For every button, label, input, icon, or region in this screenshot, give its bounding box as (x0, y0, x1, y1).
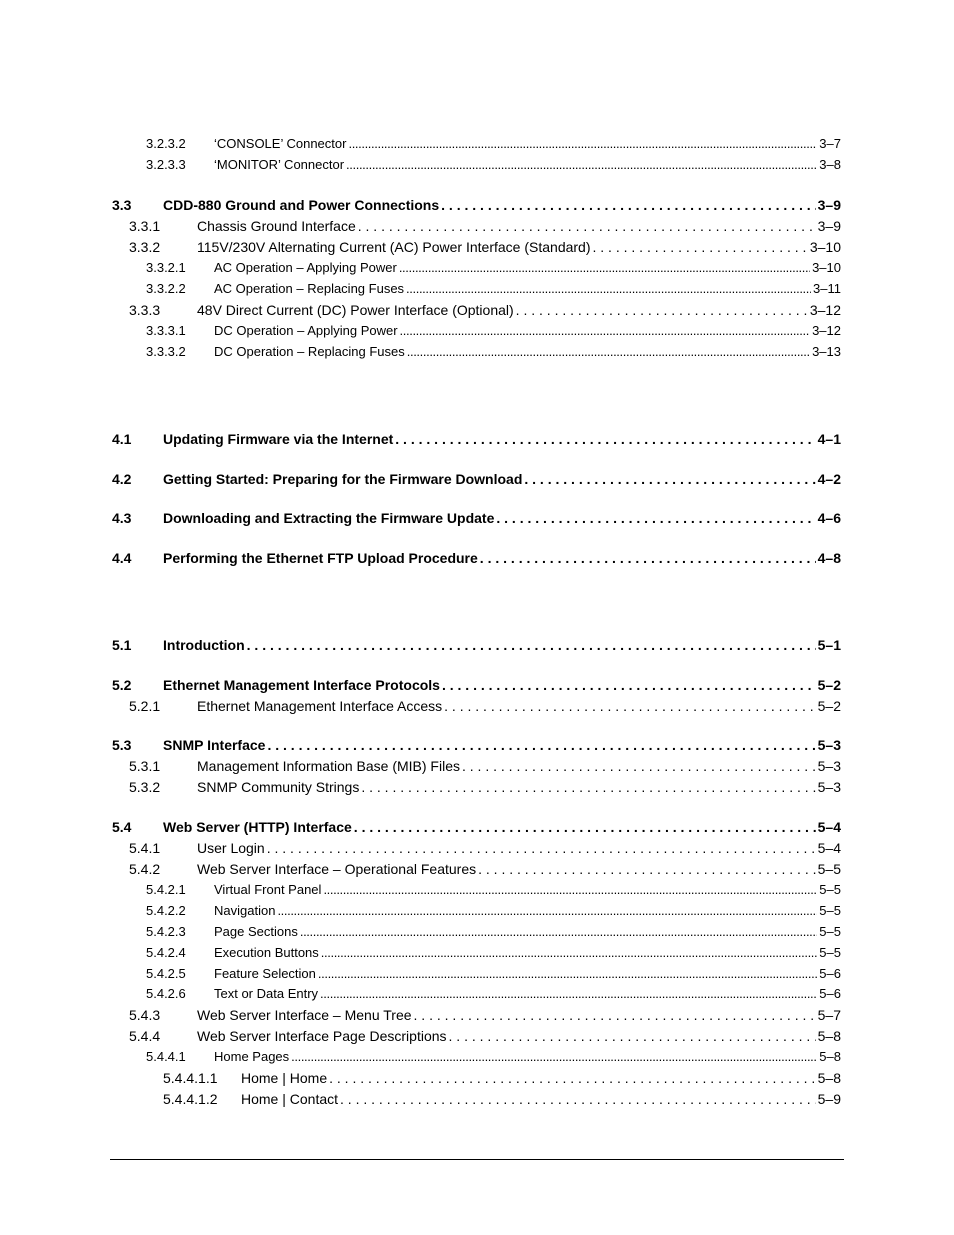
toc-entry-number: 5.4.4.1.2 (163, 1091, 218, 1107)
toc-entry[interactable] (146, 135, 841, 153)
toc-leader-dots (247, 636, 816, 654)
toc-entry[interactable] (112, 430, 841, 448)
toc-entry-title: Home | Home (241, 1070, 328, 1086)
toc-entry[interactable] (146, 881, 841, 899)
toc-entry-number: 4.4 (112, 550, 132, 566)
toc-entry-title: CDD-880 Ground and Power Connections (163, 197, 440, 213)
toc-entry-page: 5–8 (817, 1070, 841, 1086)
toc-entry-number: 3.3.2 (129, 239, 161, 255)
toc-entry-page: 5–4 (817, 840, 841, 856)
toc-entry[interactable] (112, 636, 841, 654)
toc-entry[interactable] (146, 944, 841, 962)
toc-entry[interactable] (129, 860, 841, 878)
toc-entry-number: 4.2 (112, 471, 132, 487)
toc-entry-page: 5–9 (817, 1091, 841, 1107)
toc-leader-dots (318, 965, 817, 983)
toc-entry-number: 5.4.1 (129, 840, 161, 856)
toc-entry-page: 3–8 (819, 157, 841, 172)
toc-leader-dots (593, 238, 808, 256)
toc-leader-dots (462, 757, 816, 775)
toc-entry-title: Text or Data Entry (214, 986, 319, 1001)
toc-entry-title: Web Server (HTTP) Interface (163, 819, 352, 835)
toc-entry-page: 3–12 (812, 323, 841, 338)
toc-entry-number: 4.1 (112, 431, 132, 447)
toc-entry[interactable] (112, 196, 841, 214)
toc-leader-dots (406, 280, 811, 298)
toc-entry-page: 5–8 (819, 1049, 841, 1064)
toc-entry-page: 5–1 (817, 637, 841, 653)
toc-entry-title: SNMP Community Strings (197, 779, 360, 795)
toc-entry-title: Virtual Front Panel (214, 882, 322, 897)
toc-entry-number: 5.4.2.2 (146, 903, 186, 918)
toc-entry-title: DC Operation – Applying Power (214, 323, 398, 338)
toc-entry[interactable] (129, 1027, 841, 1045)
toc-entry-number: 3.3.1 (129, 218, 161, 234)
toc-entry[interactable] (146, 923, 841, 941)
toc-entry-number: 5.4.2.6 (146, 986, 186, 1001)
toc-leader-dots (277, 902, 817, 920)
toc-entry-title: Home | Contact (241, 1091, 339, 1107)
toc-entry-number: 5.3.2 (129, 779, 161, 795)
toc-entry[interactable] (146, 343, 841, 361)
toc-entry[interactable] (129, 697, 841, 715)
toc-entry[interactable] (112, 676, 841, 694)
toc-entry-page: 5–3 (817, 779, 841, 795)
toc-leader-dots (442, 676, 816, 694)
toc-entry-title: DC Operation – Replacing Fuses (214, 344, 405, 359)
toc-entry-page: 5–4 (817, 819, 841, 835)
toc-leader-dots (414, 1006, 816, 1024)
toc-entry[interactable] (163, 1069, 841, 1087)
toc-entry-number: 5.2 (112, 677, 132, 693)
toc-entry-title: ‘CONSOLE’ Connector (214, 136, 347, 151)
toc-entry-title: Feature Selection (214, 966, 316, 981)
toc-entry-title: Downloading and Extracting the Firmware Update (163, 510, 495, 526)
toc-entry-page: 5–2 (817, 677, 841, 693)
toc-entry[interactable] (129, 778, 841, 796)
toc-entry[interactable] (112, 736, 841, 754)
toc-entry-number: 5.3 (112, 737, 132, 753)
toc-leader-dots (358, 217, 816, 235)
toc-entry-title: Chassis Ground Interface (197, 218, 356, 234)
toc-entry-number: 3.3.3 (129, 302, 161, 318)
toc-leader-dots (346, 156, 817, 174)
toc-entry-title: Home Pages (214, 1049, 290, 1064)
toc-entry-page: 3–13 (812, 344, 841, 359)
toc-leader-dots (400, 322, 811, 340)
toc-leader-dots (516, 301, 808, 319)
toc-entry-page: 3–9 (817, 218, 841, 234)
toc-leader-dots (291, 1048, 817, 1066)
toc-entry-title: Web Server Interface – Menu Tree (197, 1007, 412, 1023)
toc-entry[interactable] (146, 259, 841, 277)
toc-entry-number: 3.3 (112, 197, 132, 213)
toc-entry[interactable] (146, 985, 841, 1003)
footer-rule (110, 1159, 844, 1160)
toc-entry-page: 5–5 (819, 882, 841, 897)
toc-entry-number: 3.3.2.1 (146, 260, 186, 275)
toc-entry[interactable] (129, 839, 841, 857)
toc-entry-title: Page Sections (214, 924, 298, 939)
toc-leader-dots (267, 839, 816, 857)
toc-entry-page: 5–6 (819, 986, 841, 1001)
toc-entry-page: 5–2 (817, 698, 841, 714)
toc-entry-page: 4–8 (817, 550, 841, 566)
toc-leader-dots (320, 985, 817, 1003)
toc-entry[interactable] (129, 1006, 841, 1024)
toc-entry-number: 5.4.2 (129, 861, 161, 877)
toc-entry-number: 3.3.3.1 (146, 323, 186, 338)
toc-entry-number: 5.4.2.4 (146, 945, 186, 960)
toc-entry-title: AC Operation – Replacing Fuses (214, 281, 405, 296)
toc-entry-page: 3–9 (817, 197, 841, 213)
toc-leader-dots (395, 430, 815, 448)
toc-entry[interactable] (163, 1090, 841, 1108)
toc-entry[interactable] (129, 757, 841, 775)
toc-leader-dots (407, 343, 810, 361)
toc-leader-dots (441, 196, 816, 214)
toc-entry-number: 5.4 (112, 819, 132, 835)
toc-entry-title: 48V Direct Current (DC) Power Interface (Optional) (197, 302, 514, 318)
toc-entry-title: Management Information Base (MIB) Files (197, 758, 460, 774)
toc-entry-title: Ethernet Management Interface Access (197, 698, 443, 714)
toc-entry-title: SNMP Interface (163, 737, 266, 753)
toc-entry[interactable] (146, 322, 841, 340)
toc-entry-title: Web Server Interface Page Descriptions (197, 1028, 447, 1044)
toc-entry[interactable] (112, 549, 841, 567)
toc-entry-number: 5.1 (112, 637, 132, 653)
toc-entry-title: Navigation (214, 903, 276, 918)
toc-entry-page: 5–3 (817, 758, 841, 774)
toc-entry-title: ‘MONITOR’ Connector (214, 157, 345, 172)
toc-entry-title: Introduction (163, 637, 245, 653)
toc-entry-page: 4–2 (817, 471, 841, 487)
toc-entry-page: 5–6 (819, 966, 841, 981)
toc-entry-number: 5.4.4 (129, 1028, 161, 1044)
toc-leader-dots (449, 1027, 816, 1045)
toc-leader-dots (354, 818, 816, 836)
toc-entry-page: 4–1 (817, 431, 841, 447)
toc-leader-dots (399, 259, 810, 277)
toc-entry-page: 5–7 (817, 1007, 841, 1023)
toc-entry-title: AC Operation – Applying Power (214, 260, 397, 275)
toc-entry-title: Updating Firmware via the Internet (163, 431, 394, 447)
toc-entry-page: 3–10 (812, 260, 841, 275)
toc-entry-number: 5.4.4.1 (146, 1049, 186, 1064)
toc-entry-number: 5.4.2.3 (146, 924, 186, 939)
toc-leader-dots (348, 135, 817, 153)
toc-entry[interactable] (146, 902, 841, 920)
toc-entry-number: 5.4.2.1 (146, 882, 186, 897)
toc-entry-title: Getting Started: Preparing for the Firmware Download (163, 471, 523, 487)
toc-leader-dots (321, 944, 818, 962)
toc-entry-page: 5–8 (817, 1028, 841, 1044)
toc-entry[interactable] (129, 217, 841, 235)
toc-entry-page: 5–5 (817, 861, 841, 877)
toc-entry[interactable] (112, 818, 841, 836)
toc-leader-dots (323, 881, 817, 899)
toc-entry-page: 3–7 (819, 136, 841, 151)
toc-entry-page: 3–11 (813, 281, 841, 296)
toc-entry-page: 5–5 (819, 924, 841, 939)
toc-entry-page: 5–5 (819, 945, 841, 960)
toc-leader-dots (340, 1090, 816, 1108)
toc-leader-dots (524, 470, 815, 488)
toc-entry[interactable] (146, 965, 841, 983)
toc-entry-title: 115V/230V Alternating Current (AC) Power Interface (Standard) (197, 239, 591, 255)
toc-entry-title: Web Server Interface – Operational Features (197, 861, 477, 877)
toc-entry-number: 3.2.3.2 (146, 136, 186, 151)
toc-entry-number: 5.4.2.5 (146, 966, 186, 981)
toc-entry-number: 5.3.1 (129, 758, 161, 774)
toc-entry[interactable] (129, 238, 841, 256)
toc-entry[interactable] (112, 470, 841, 488)
toc-leader-dots (478, 860, 816, 878)
toc-entry-number: 4.3 (112, 510, 132, 526)
toc-entry-page: 5–5 (819, 903, 841, 918)
toc-entry[interactable] (146, 156, 841, 174)
toc-entry-page: 3–12 (809, 302, 841, 318)
toc-entry-page: 4–6 (817, 510, 841, 526)
toc-entry-title: Ethernet Management Interface Protocols (163, 677, 440, 693)
toc-entry-title: Performing the Ethernet FTP Upload Procedure (163, 550, 478, 566)
toc-leader-dots (329, 1069, 816, 1087)
toc-leader-dots (361, 778, 815, 796)
toc-entry[interactable] (112, 509, 841, 527)
toc-entry[interactable] (129, 301, 841, 319)
toc-entry-title: Execution Buttons (214, 945, 319, 960)
toc-entry-page: 3–10 (809, 239, 841, 255)
toc-entry-number: 3.2.3.3 (146, 157, 186, 172)
toc-leader-dots (480, 549, 816, 567)
toc-entry-number: 3.3.3.2 (146, 344, 186, 359)
toc-entry-number: 5.4.3 (129, 1007, 161, 1023)
toc-leader-dots (496, 509, 815, 527)
toc-entry-number: 5.4.4.1.1 (163, 1070, 218, 1086)
toc-entry-title: User Login (197, 840, 265, 856)
toc-entry[interactable] (146, 1048, 841, 1066)
toc-entry[interactable] (146, 280, 841, 298)
toc-leader-dots (300, 923, 817, 941)
toc-leader-dots (267, 736, 815, 754)
toc-entry-page: 5–3 (817, 737, 841, 753)
toc-entry-number: 5.2.1 (129, 698, 161, 714)
toc-entry-number: 3.3.2.2 (146, 281, 186, 296)
toc-leader-dots (444, 697, 816, 715)
